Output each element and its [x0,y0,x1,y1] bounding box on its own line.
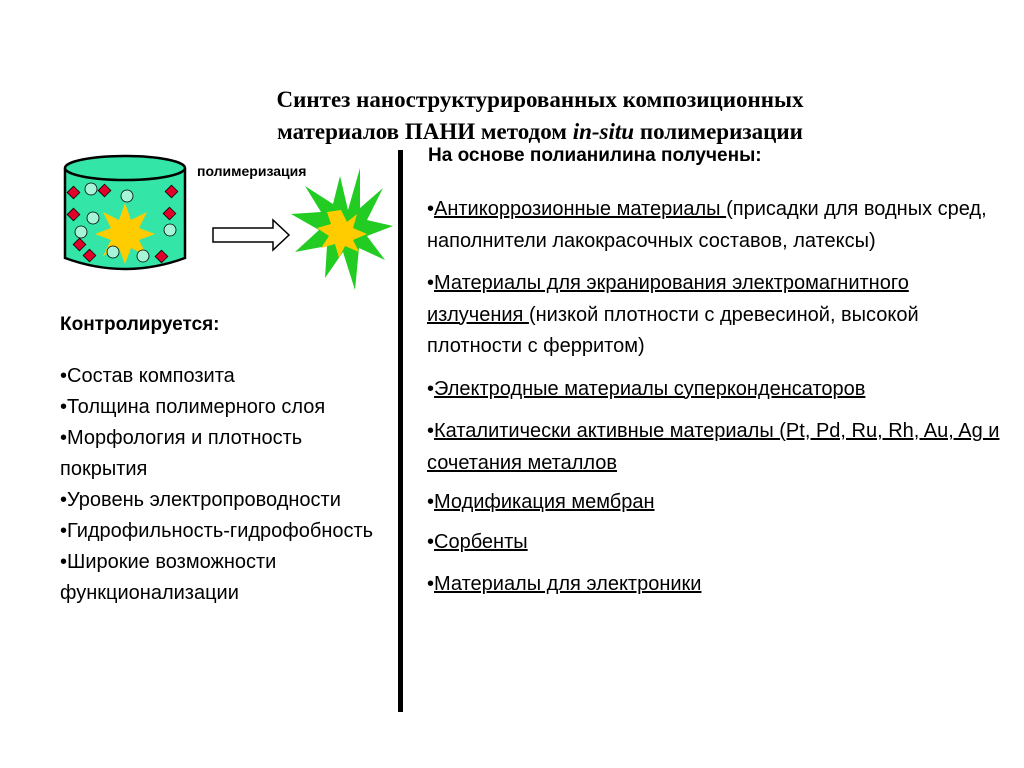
item-link[interactable]: Модификация мембран [434,491,655,513]
bullet: • [427,573,435,595]
list-item: •Уровень электропроводности [60,489,341,511]
title-line-2-post: полимеризации [634,119,803,144]
controlled-list [60,361,380,609]
vertical-divider [398,150,403,712]
list-item: •Состав композита [60,365,235,387]
item-link[interactable]: Материалы для электроники [434,573,702,595]
item-link[interactable]: Сорбенты [434,530,528,553]
polymerization-label: полимеризация [197,163,307,179]
list-item [427,374,1007,406]
arrow-right-icon [213,220,289,250]
controlled-heading: Контролируется: [60,314,220,335]
obtained-list [427,194,1007,612]
item-link[interactable]: Каталитически активные материалы (Pt, Pd, Ru, Rh, Au, Ag и сочетания металлов [427,420,1000,474]
item-link[interactable]: Материалы для экранирования электромагнитного излучения [427,272,909,326]
list-item: •Широкие возможности функционализации [60,551,277,604]
list-item: •Гидрофильность-гидрофобность [60,520,374,542]
product-burst-icon [291,168,393,290]
bullet: • [427,491,435,513]
title-line-2-pre: материалов ПАНИ методом [277,119,573,144]
item-link[interactable]: Электродные материалы суперконденсаторов [434,377,866,400]
title-line-1: Синтез наноструктурированных композиционных [276,87,804,112]
bullet: • [427,377,435,400]
list-item [427,416,1007,479]
obtained-heading: На основе полианилина получены: [428,145,762,166]
bullet: • [427,530,435,553]
slide-title [150,84,930,148]
list-item: •Толщина полимерного слоя [60,396,326,418]
bullet: • [427,272,435,294]
list-item [427,487,1007,519]
bullet: • [427,420,435,442]
list-item [427,268,1007,363]
item-details: (присадки для водных сред, наполнители лакокрасочных составов, латексы) [427,198,987,252]
list-item [427,527,1007,559]
item-link[interactable]: Антикоррозионные материалы [434,198,727,220]
list-item [427,569,1007,601]
item-details: (низкой плотности с древесиной, высокой плотности с ферритом) [427,303,919,357]
beaker-icon [65,156,185,269]
title-line-2 [150,116,930,148]
list-item [427,194,1007,257]
list-item: •Морфология и плотность покрытия [60,427,303,480]
title-line-2-italic: in-situ [572,119,635,144]
bullet: • [427,198,435,220]
